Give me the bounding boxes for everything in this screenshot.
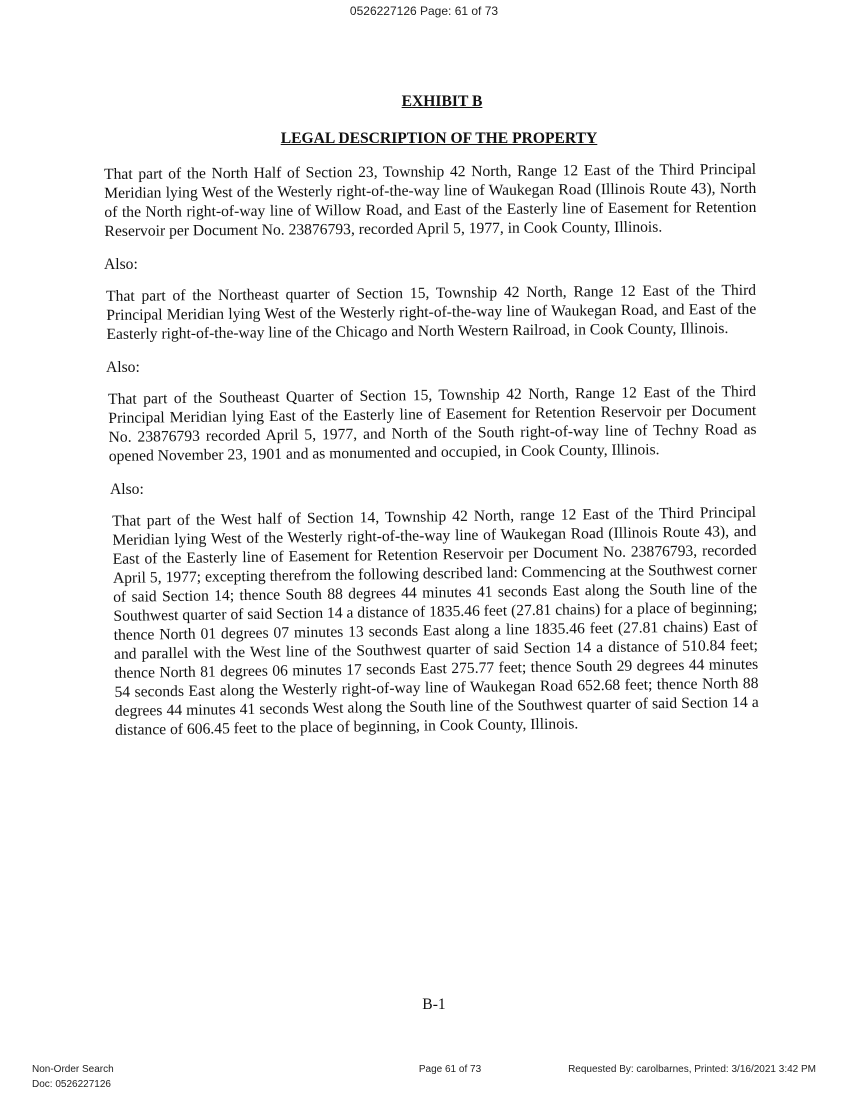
also-label-2: Also:: [106, 359, 140, 376]
footer-doc-number: Doc: 0526227126: [32, 1079, 111, 1090]
document-header: 0526227126 Page: 61 of 73: [349, 4, 499, 18]
legal-description-title: LEGAL DESCRIPTION OF THE PROPERTY: [280, 130, 598, 147]
document-body: [104, 92, 759, 754]
also-label-1: Also:: [104, 256, 138, 273]
exhibit-title: EXHIBIT B: [401, 93, 483, 110]
footer-requested-by: Requested By: carolbarnes, Printed: 3/16/2021 3:42 PM: [568, 1064, 816, 1075]
legal-paragraph-2: That part of the Northeast quarter of Section 15, Township 42 North, Range 12 East of the Third Principal Meridian lying West of the Westerly right-of-the-way line of Waukegan Road, and East of the Easterly right-of-the-way line of the Chicago and North Western Railroad, in Cook County, Illinois.: [106, 281, 757, 343]
page-number: B-1: [422, 996, 446, 1013]
legal-paragraph-1: That part of the North Half of Section 23, Township 42 North, Range 12 East of the Third Principal Meridian lying West of the Westerly right-of-the-way line of Waukegan Road (Illinois Route 43), North of the North right-of-way line of Willow Road, and East of the Easterly line of Easement for Retention Reservoir per Document No. 23876793, recorded April 5, 1977, in Cook County, Illinois.: [104, 160, 757, 240]
footer-page-count: Page 61 of 73: [418, 1064, 482, 1075]
legal-paragraph-4: That part of the West half of Section 14, Township 42 North, range 12 East of the Third Principal Meridian lying West of the Westerly right-of-the-way line of Waukegan Road (Illinois Route 43), and East of the Easterly line of Easement for Retention Reservoir per Document No. 23876793, recorded April 5, 1977; excepting therefrom the following described land: Commencing at the Southwest corner of said Section 14; thence South 88 degrees 44 minutes 41 seconds East along the South line of the Southwest quarter of said Section 14 a distance of 1835.46 feet (27.81 chains) for a place of beginning; thence North 01 degrees 07 minutes 13 seconds East along a line 1835.46 feet (27.81 chains) East of and parallel with the West line of the Southwest quarter of said Section 14 a distance of 510.84 feet; thence North 81 degrees 06 minutes 17 seconds East 275.77 feet; thence South 29 degrees 44 minutes 54 seconds East along the Westerly right-of-way line of Waukegan Road 652.68 feet; thence North 88 degrees 44 minutes 41 seconds West along the South line of the Southwest quarter of said Section 14 a distance of 606.45 feet to the place of beginning, in Cook County, Illinois.: [112, 503, 759, 739]
footer-search-type: Non-Order Search: [32, 1064, 114, 1075]
legal-paragraph-3: That part of the Southeast Quarter of Section 15, Township 42 North, Range 12 East of the Third Principal Meridian lying East of the Easterly line of Easement for Retention Reservoir per Document No. 23876793 recorded April 5, 1977, and North of the South right-of-way line of Techny Road as opened November 23, 1901 and as monumented and occupied, in Cook County, Illinois.: [108, 383, 757, 465]
also-label-3: Also:: [110, 481, 144, 498]
